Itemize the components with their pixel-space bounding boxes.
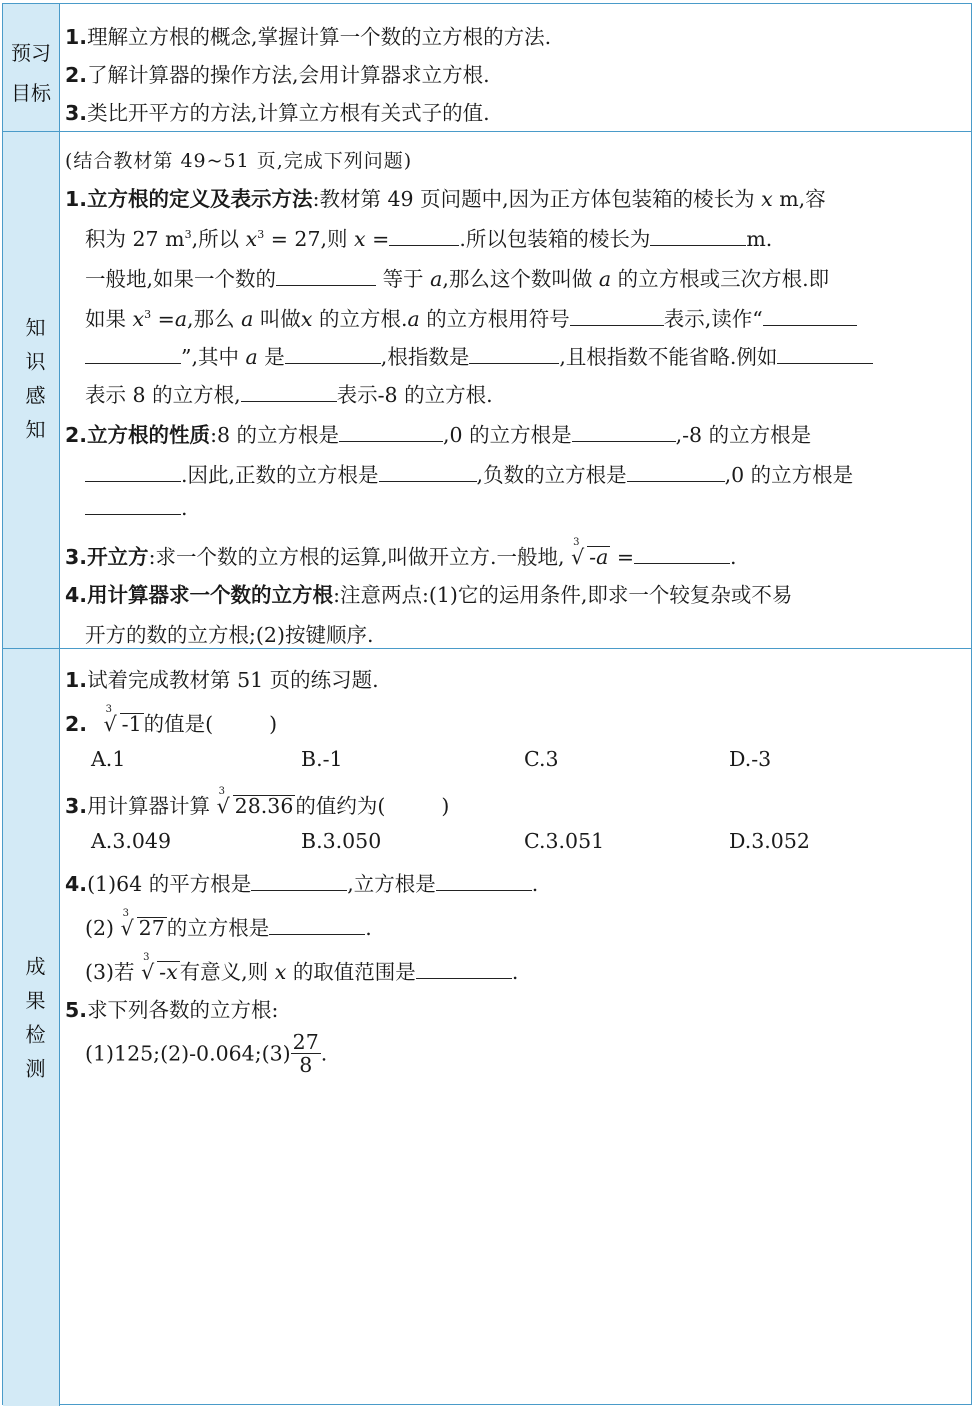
preview-label-line2: 目标 (11, 81, 51, 105)
question-4-part-2: (2) 3 √ 27的立方根是 . (85, 908, 372, 940)
option-c[interactable]: C.3 (524, 747, 559, 771)
knowledge-row (3, 132, 971, 649)
blank-answer[interactable] (85, 463, 181, 482)
section-2-line-3: . (85, 496, 188, 520)
cube-root-symbol: 3 √ 27 (120, 908, 165, 940)
section-1-line-1: 1.立方根的定义及表示方法:教材第 49 页问题中,因为正方体包装箱的棱长为 x m,容 (65, 187, 826, 211)
section-1-line-3: 一般地,如果一个数的 等于 a,那么这个数叫做 a 的立方根或三次方根.即 (85, 267, 830, 291)
section-4-line-1: 4.用计算器求一个数的立方根:注意两点:(1)它的运用条件,即求一个较复杂或不易 (65, 583, 793, 607)
blank-answer[interactable] (285, 345, 381, 364)
results-row (3, 649, 971, 1406)
question-4-part-1: 4.(1)64 的平方根是 ,立方根是 . (65, 872, 539, 896)
blank-answer[interactable] (570, 307, 664, 326)
preview-goals-row (3, 4, 971, 132)
knowledge-intro: (结合教材第 49~51 页,完成下列问题) (65, 150, 413, 172)
cube-root-symbol: 3 √ -x (141, 952, 178, 984)
blank-answer[interactable] (572, 423, 676, 442)
preview-goals-label (3, 4, 60, 131)
cube-root-symbol: 3 √ -a (571, 537, 609, 569)
section-1-line-2: 积为 27 $m^3$,所以 $x^3 = 27$,则 x = .所以包装箱的棱长为 m. (85, 227, 773, 251)
option-a[interactable]: A.3.049 (91, 829, 172, 853)
option-b[interactable]: B.-1 (301, 747, 343, 771)
question-5: 5.求下列各数的立方根: (65, 998, 279, 1022)
blank-answer[interactable] (634, 545, 730, 564)
blank-answer[interactable] (85, 496, 181, 515)
question-3: 3.用计算器计算 3 √ 28.36的值约为( ) (65, 786, 450, 818)
blank-answer[interactable] (650, 227, 746, 246)
question-1: 1.试着完成教材第 51 页的练习题. (65, 668, 379, 692)
knowledge-label-text: 知识感知 (22, 317, 46, 453)
option-d[interactable]: D.-3 (729, 747, 772, 771)
preview-label-line1: 预习 (11, 41, 51, 65)
blank-answer[interactable] (276, 267, 376, 286)
blank-answer[interactable] (339, 423, 443, 442)
option-c[interactable]: C.3.051 (524, 829, 605, 853)
worksheet-table (2, 3, 972, 1405)
section-1-line-4: 如果 $x^3 =a$,那么 a 叫做x 的立方根.a 的立方根用符号 表示,读作“ (85, 302, 857, 332)
blank-answer[interactable] (379, 463, 477, 482)
blank-answer[interactable] (389, 227, 459, 246)
blank-answer[interactable] (627, 463, 725, 482)
section-4-line-2: 开方的数的立方根;(2)按键顺序. (85, 623, 374, 647)
fraction: $\frac{27}{8}$ (292, 1030, 319, 1077)
blank-answer[interactable] (763, 307, 857, 326)
question-5-items: (1)125;(2)-0.064;(3) $\frac{27}{8}$ . (85, 1030, 328, 1077)
knowledge-label (3, 132, 60, 648)
option-a[interactable]: A.1 (91, 747, 126, 771)
blank-answer[interactable] (85, 345, 181, 364)
option-b[interactable]: B.3.050 (301, 829, 382, 853)
results-label (3, 649, 60, 1406)
blank-answer[interactable] (777, 345, 873, 364)
blank-answer[interactable] (269, 916, 365, 935)
blank-answer[interactable] (251, 872, 347, 891)
results-label-text: 成果检测 (22, 956, 46, 1092)
question-4-part-3: (3)若 3 √ -x有意义,则 x 的取值范围是 . (85, 952, 519, 984)
section-1-line-5: ”,其中 a 是 ,根指数是 ,且根指数不能省略.例如 (85, 340, 873, 370)
section-2-line-1: 2.立方根的性质:8 的立方根是 ,0 的立方根是 ,-8 的立方根是 (65, 423, 812, 447)
cube-root-symbol: 3 √ -1 (103, 704, 142, 736)
goal-item: 2.了解计算器的操作方法,会用计算器求立方根. (65, 63, 490, 87)
section-3-line: 3.开立方:求一个数的立方根的运算,叫做开立方.一般地, 3 √ -a = . (65, 537, 737, 569)
blank-answer[interactable] (469, 345, 559, 364)
section-1-line-6: 表示 8 的立方根, 表示-8 的立方根. (85, 383, 493, 407)
goal-item: 3.类比开平方的方法,计算立方根有关式子的值. (65, 101, 490, 125)
section-2-line-2: .因此,正数的立方根是 ,负数的立方根是 ,0 的立方根是 (85, 458, 853, 488)
goal-item: 1.理解立方根的概念,掌握计算一个数的立方根的方法. (65, 25, 552, 49)
blank-answer[interactable] (241, 383, 337, 402)
question-2: 2. 3 √ -1的值是( ) (65, 704, 278, 736)
option-d[interactable]: D.3.052 (729, 829, 810, 853)
blank-answer[interactable] (416, 960, 512, 979)
cube-root-symbol: 3 √ 28.36 (216, 786, 294, 818)
blank-answer[interactable] (436, 872, 532, 891)
